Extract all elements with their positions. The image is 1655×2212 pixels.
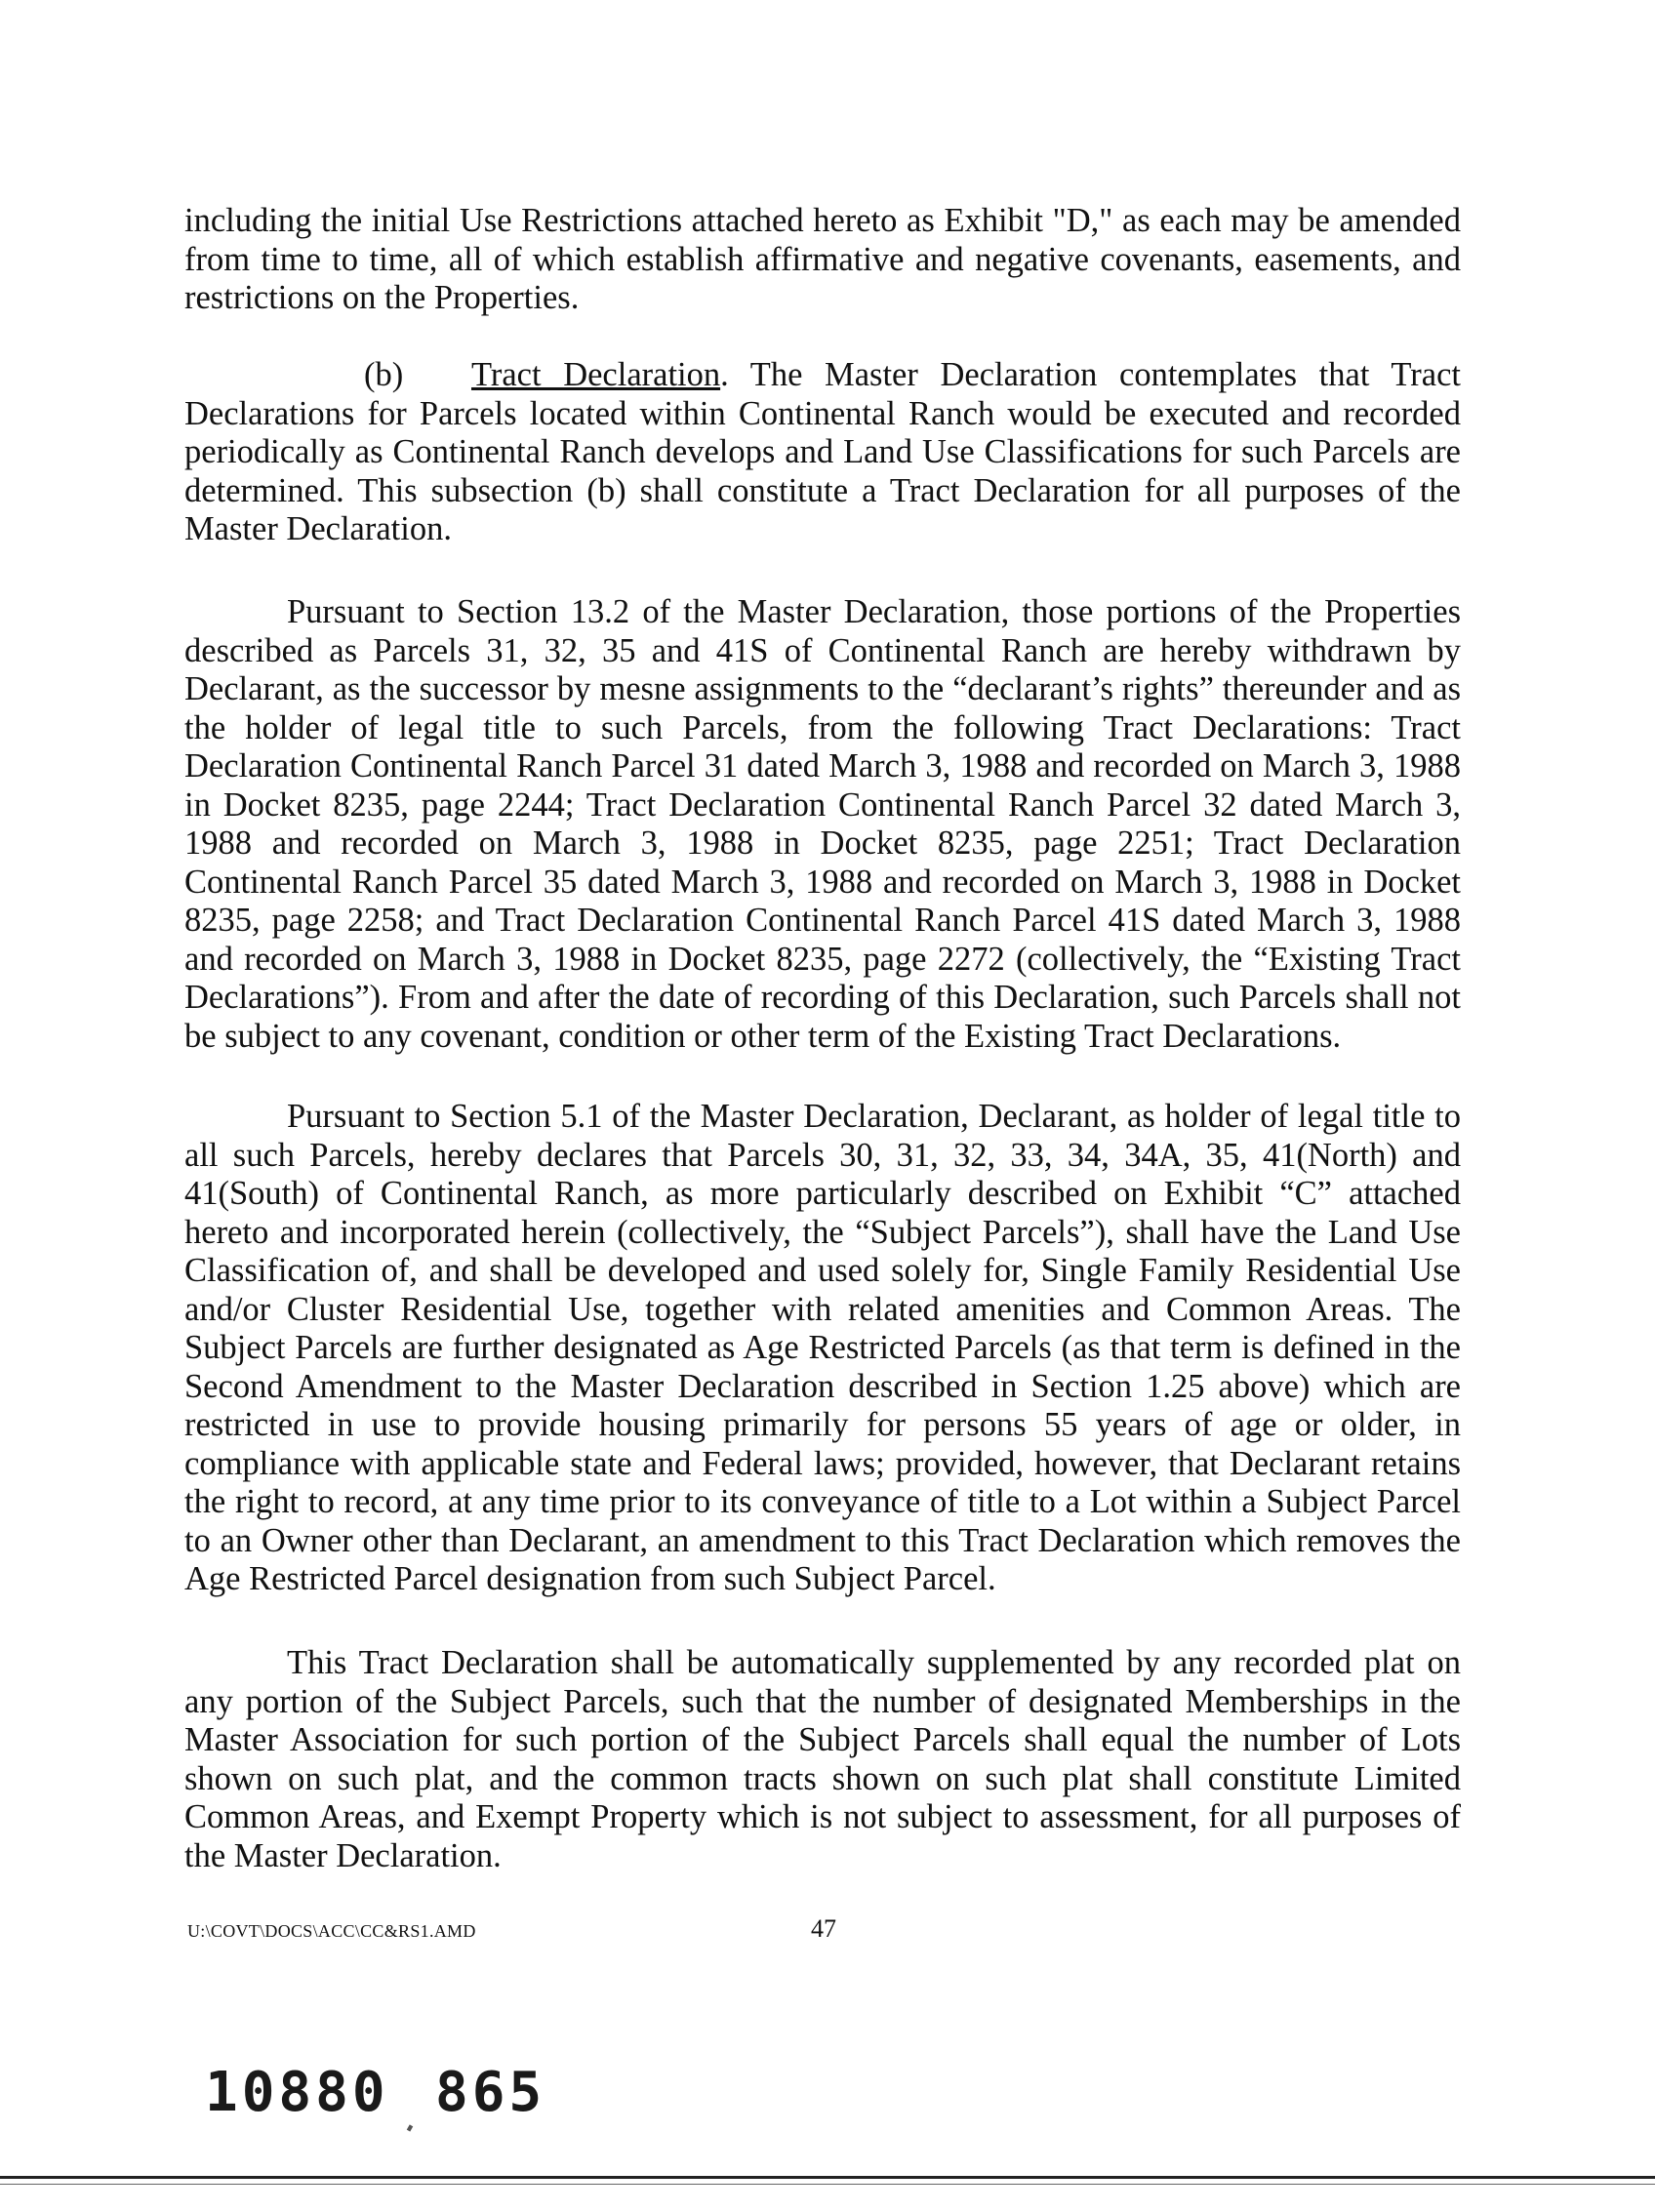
bottom-scan-edge (0, 2176, 1655, 2179)
paragraph-use-restrictions: including the initial Use Restrictions attached hereto as Exhibit "D," as each may be amended from time to time, all of which establish affirmative and negative covenants, easements, and restrictions on the Properties. (184, 202, 1461, 316)
paragraph-tract-declaration (184, 356, 1461, 549)
paragraph-withdrawal: Pursuant to Section 13.2 of the Master Declaration, those portions of the Properties described as Parcels 31, 32, 35 and 41S of Continental Ranch are hereby withdrawn by Declarant, as the successor by mesne assignments to the “declarant’s rights” thereunder and as the holder of legal title to such Parcels, from the following Tract Declarations: Tract Declaration Continental Ranch Parcel 31 dated March 3, 1988 and recorded on March 3, 1988 in Docket 8235, page 2244; Tract Declaration Continental Ranch Parcel 32 dated March 3, 1988 and recorded on March 3, 1988 in Docket 8235, page 2251; Tract Declaration Continental Ranch Parcel 35 dated March 3, 1988 and recorded on March 3, 1988 in Docket 8235, page 2258; and Tract Declaration Continental Ranch Parcel 41S dated March 3, 1988 and recorded on March 3, 1988 in Docket 8235, page 2272 (collectively, the “Existing Tract Declarations”). From and after the date of recording of this Declaration, such Parcels shall not be subject to any covenant, condition or other term of the Existing Tract Declarations. (184, 593, 1461, 1055)
paragraph-supplement: This Tract Declaration shall be automatically supplemented by any recorded plat on any portion of the Subject Parcels, such that the number of designated Memberships in the Master Association for such portion of the Subject Parcels shall equal the number of Lots shown on such plat, and the common tracts shown on such plat shall constitute Limited Common Areas, and Exempt Property which is not subject to assessment, for all purposes of the Master Declaration. (184, 1644, 1461, 1874)
bottom-scan-edge-secondary (0, 2184, 1655, 2185)
stamp-mark (407, 2124, 413, 2131)
recording-page-number: 865 (435, 2061, 546, 2124)
subsection-label: (b) (364, 356, 404, 393)
footer-file-path: U:\COVT\DOCS\ACC\CC&RS1.AMD (187, 1921, 476, 1941)
paragraph-land-use: Pursuant to Section 5.1 of the Master Declaration, Declarant, as holder of legal title to all such Parcels, hereby declares that Parcels 30, 31, 32, 33, 34, 34A, 35, 41(North) and 41(South) of Continental Ranch, as more particularly described on Exhibit “C” attached hereto and incorporated herein (collectively, the “Subject Parcels”), shall have the Land Use Classification of, and shall be developed and used solely for, Single Family Residential Use and/or Cluster Residential Use, together with related amenities and Common Areas. The Subject Parcels are further designated as Age Restricted Parcels (as that term is defined in the Second Amendment to the Master Declaration described in Section 1.25 above) which are restricted in use to provide housing primarily for persons 55 years of age or older, in compliance with applicable state and Federal laws; provided, however, that Declarant retains the right to record, at any time prior to its conveyance of title to a Lot within a Subject Parcel to an Owner other than Declarant, an amendment to this Tract Declaration which removes the Age Restricted Parcel designation from such Subject Parcel. (184, 1098, 1461, 1597)
subsection-heading: Tract Declaration (471, 356, 721, 393)
subsection-text: . The Master Declaration contemplates that Tract Declarations for Parcels located within Continental Ranch would be executed and recorded periodically as Continental Ranch develops and Land Use Classifications for such Parcels are determined. This subsection (b) shall constitute a Tract Declaration for all purposes of the Master Declaration. (184, 356, 1461, 547)
page-number: 47 (811, 1914, 836, 1943)
recording-book-number: 10880 (205, 2061, 389, 2124)
